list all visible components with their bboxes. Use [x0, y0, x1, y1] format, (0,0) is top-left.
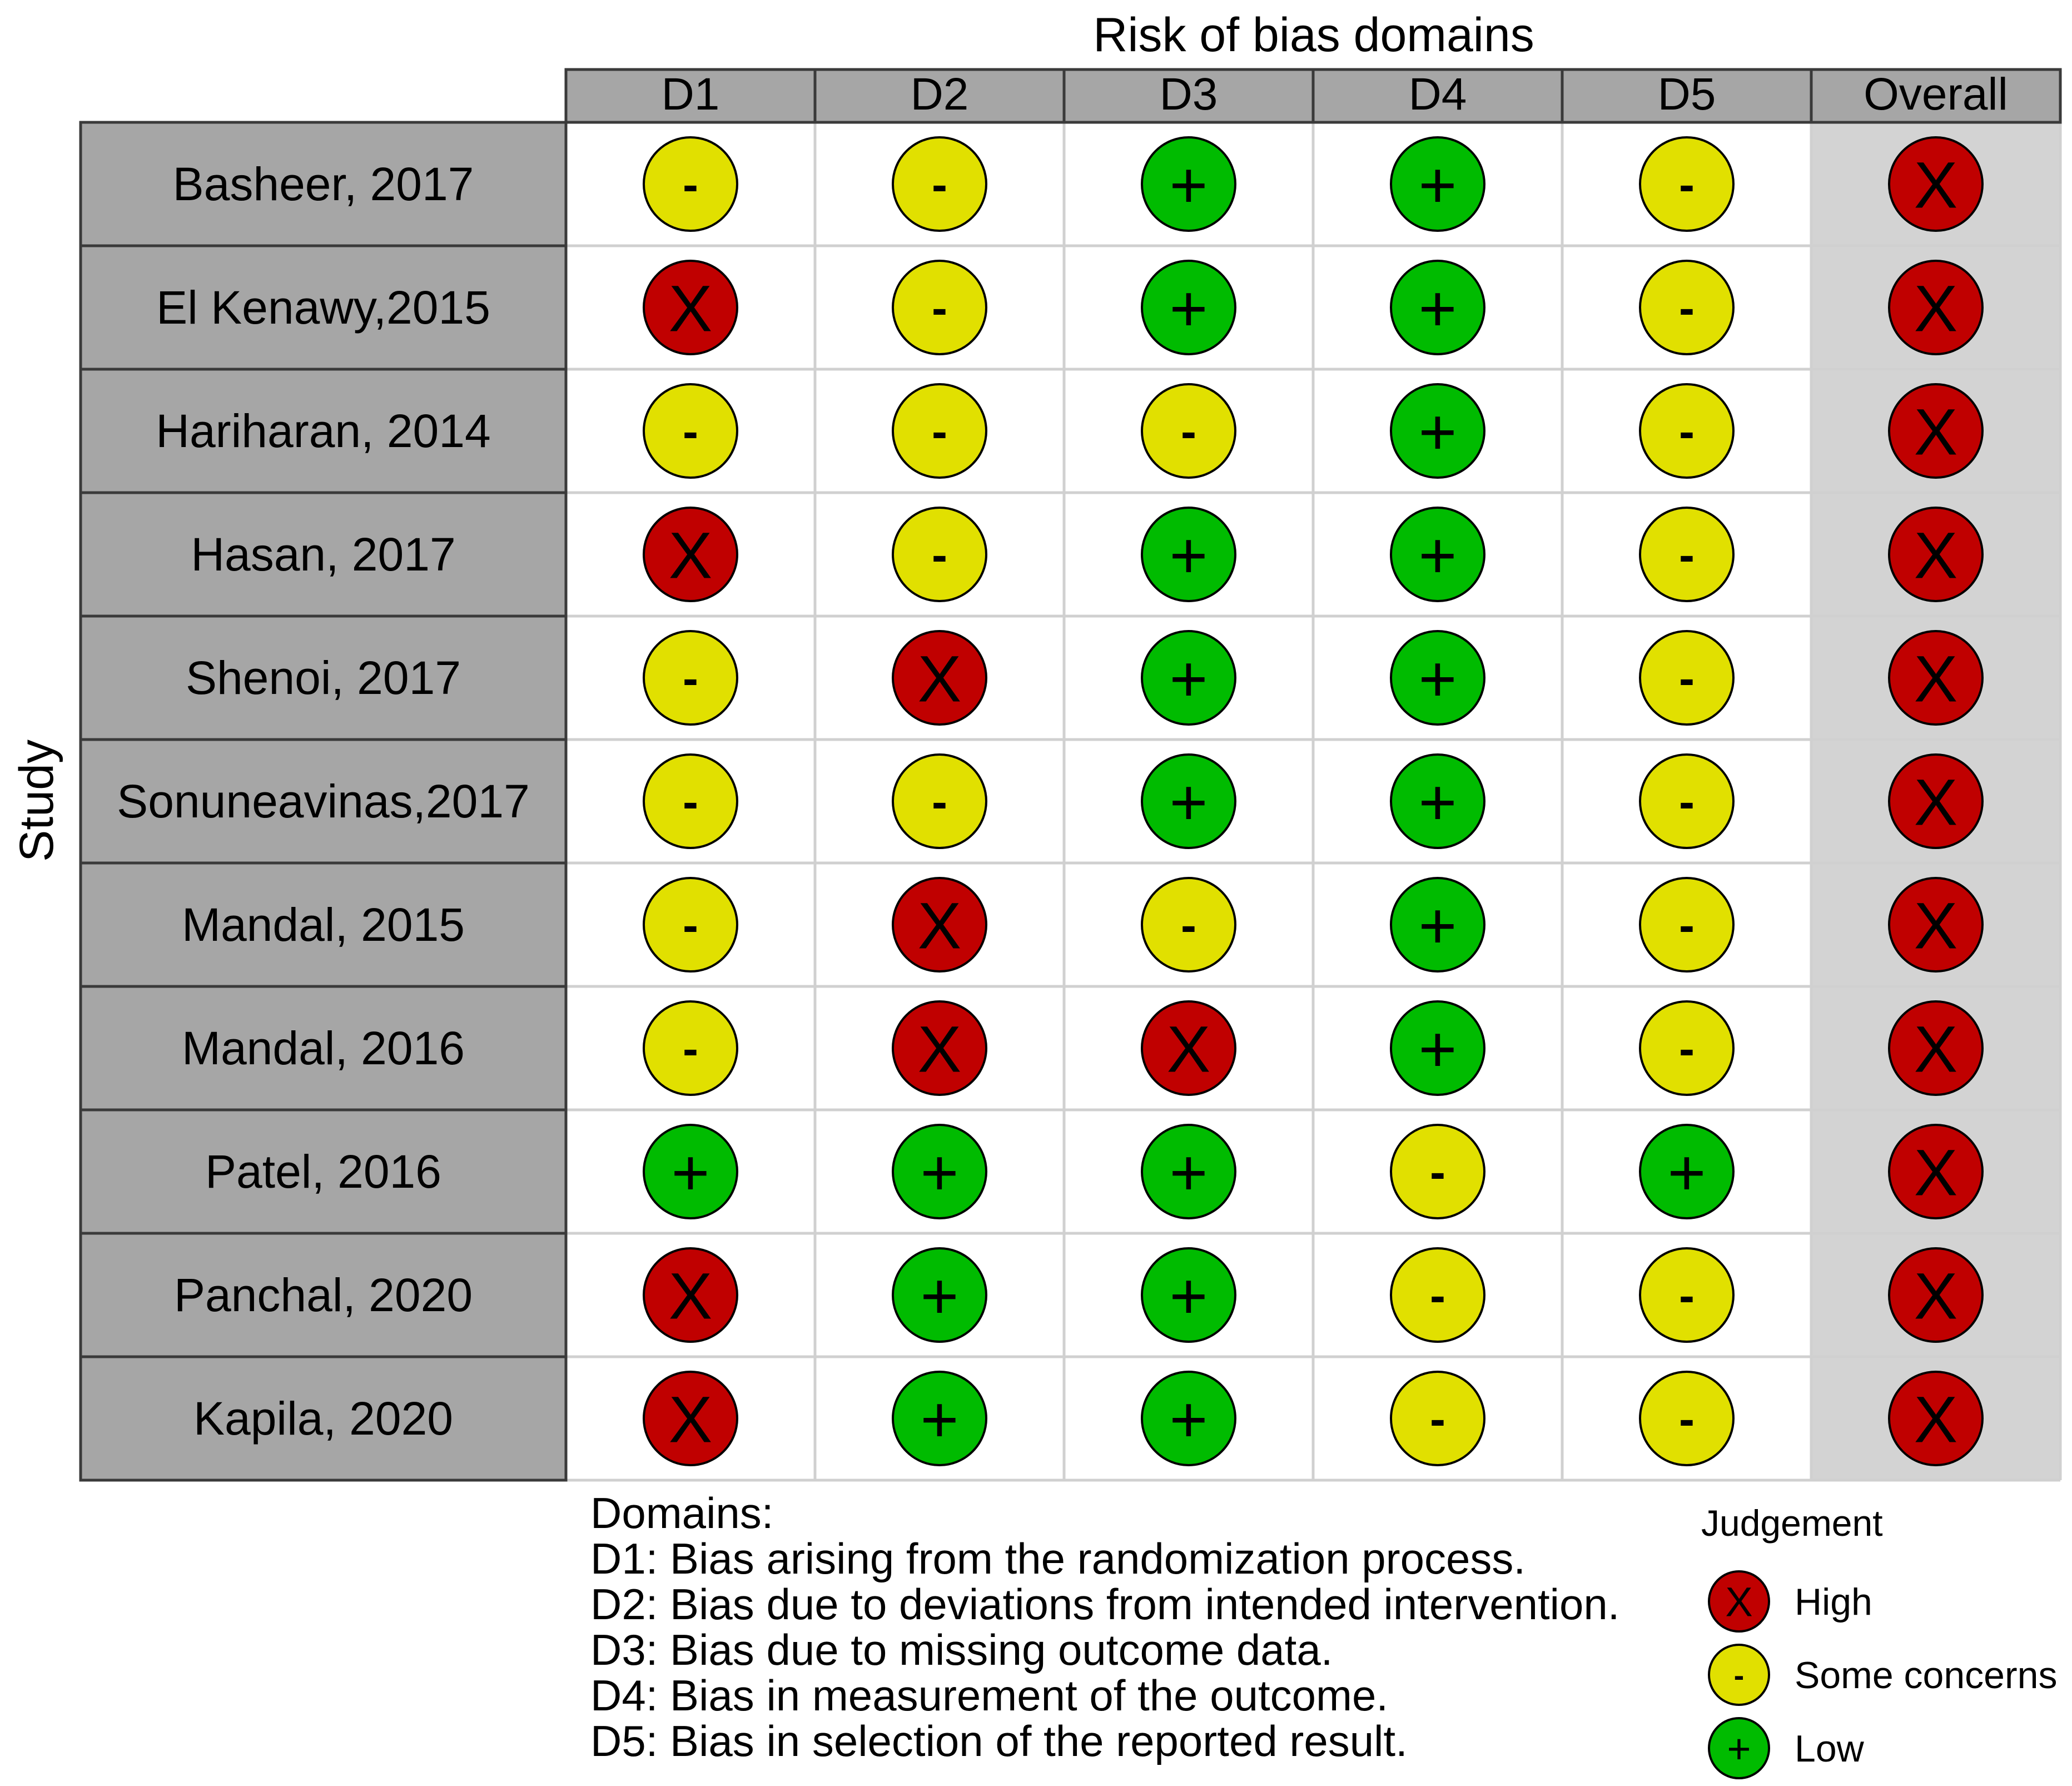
judgement-symbol-high: X [668, 1383, 713, 1457]
judgement-symbol-high: X [1914, 1259, 1958, 1333]
judgement-symbol-low: + [671, 1136, 710, 1210]
judgement-symbol-low: + [1667, 1136, 1706, 1210]
judgement-symbol-low: + [1169, 148, 1208, 222]
judgement-symbol-low: + [1169, 519, 1208, 593]
y-axis-label: Study [10, 740, 63, 862]
study-label: El Kenawy,2015 [156, 281, 490, 334]
judgement-symbol-low: + [1418, 519, 1457, 593]
judgement-symbol-some: - [683, 405, 698, 458]
domain-header-label: D1 [661, 69, 720, 120]
domain-note-d1: D1: Bias arising from the randomization process. [590, 1534, 1526, 1583]
domain-header-label: D3 [1159, 69, 1218, 120]
judgement-symbol-high: X [917, 642, 962, 716]
judgement-symbol-high: X [917, 889, 962, 963]
legend-label-low: Low [1795, 1728, 1864, 1770]
judgement-symbol-some: - [1181, 899, 1196, 952]
judgement-symbol-low: + [1418, 272, 1457, 346]
judgement-symbol-high: X [1914, 1013, 1958, 1087]
judgement-symbol-low: + [1169, 1259, 1208, 1333]
judgement-symbol-low: + [1418, 1013, 1457, 1087]
study-label: Mandal, 2015 [181, 899, 465, 951]
judgement-symbol-low: + [920, 1259, 959, 1333]
judgement-symbol-some: - [1679, 529, 1695, 582]
study-label: Panchal, 2020 [173, 1269, 473, 1321]
study-label: Hasan, 2017 [191, 528, 456, 581]
domain-note-d3: D3: Bias due to missing outcome data. [590, 1625, 1333, 1674]
legend-label-some: Some concerns [1795, 1654, 2058, 1696]
judgement-symbol-some: - [1679, 899, 1695, 952]
study-label: Mandal, 2016 [181, 1022, 465, 1074]
study-label: Basheer, 2017 [172, 158, 474, 210]
study-label: Shenoi, 2017 [185, 652, 461, 704]
judgement-symbol-low: + [1418, 642, 1457, 716]
judgement-symbol-low: + [1727, 1725, 1751, 1772]
judgement-symbol-high: X [1914, 889, 1958, 963]
judgement-symbol-high: X [1914, 766, 1958, 840]
judgement-symbol-high: X [1166, 1013, 1211, 1087]
judgement-symbol-low: + [1169, 272, 1208, 346]
judgement-symbol-high: X [668, 1259, 713, 1333]
judgement-symbol-some: - [1679, 158, 1695, 211]
judgement-symbol-low: + [1169, 642, 1208, 716]
judgement-symbol-low: + [1169, 766, 1208, 840]
domain-header-label: D5 [1657, 69, 1716, 120]
judgement-symbol-some: - [683, 652, 698, 705]
domain-note-d4: D4: Bias in measurement of the outcome. [590, 1671, 1389, 1720]
judgement-symbol-some: - [1679, 652, 1695, 705]
judgement-symbol-low: + [1418, 395, 1457, 469]
study-label: Patel, 2016 [205, 1145, 442, 1198]
judgement-symbol-low: + [920, 1136, 959, 1210]
judgement-symbol-some: - [1679, 1393, 1695, 1446]
domain-header-row [566, 69, 2060, 122]
judgement-symbol-high: X [668, 519, 713, 593]
judgement-symbol-high: X [1725, 1579, 1753, 1625]
judgement-symbol-high: X [1914, 519, 1958, 593]
judgement-symbol-high: X [668, 272, 713, 346]
judgement-symbol-some: - [1679, 776, 1695, 828]
grid [566, 122, 2060, 1480]
study-label-column [81, 122, 566, 1480]
study-label: Sonuneavinas,2017 [117, 775, 530, 827]
judgement-symbol-high: X [1914, 1383, 1958, 1457]
judgement-symbol-some: - [683, 158, 698, 211]
domain-header-label: D2 [910, 69, 969, 120]
domain-header-label: D4 [1408, 69, 1467, 120]
domain-note-d2: D2: Bias due to deviations from intended intervention. [590, 1580, 1620, 1629]
legend-label-high: High [1795, 1581, 1872, 1623]
judgement-symbol-low: + [1169, 1136, 1208, 1210]
judgement-symbol-some: - [932, 776, 947, 828]
judgement-symbol-some: - [1430, 1269, 1445, 1322]
judgement-symbol-some: - [932, 158, 947, 211]
judgement-symbol-low: + [1418, 766, 1457, 840]
judgement-symbol-high: X [917, 1013, 962, 1087]
study-label: Kapila, 2020 [193, 1392, 454, 1445]
judgement-symbol-low: + [1418, 148, 1457, 222]
chart-title: Risk of bias domains [1093, 8, 1534, 62]
legend-title: Judgement [1701, 1502, 1883, 1544]
judgement-symbol-some: - [932, 282, 947, 335]
judgement-symbol-some: - [1679, 405, 1695, 458]
judgement-symbol-some: - [932, 529, 947, 582]
judgement-symbol-some: - [1430, 1393, 1445, 1446]
judgement-symbol-high: X [1914, 272, 1958, 346]
judgement-symbol-high: X [1914, 148, 1958, 222]
judgement-symbol-low: + [1169, 1383, 1208, 1457]
judgement-symbol-some: - [683, 899, 698, 952]
judgement-symbol-some: - [932, 405, 947, 458]
judgement-legend [1701, 1502, 2057, 1778]
domain-note-d5: D5: Bias in selection of the reported result. [590, 1716, 1408, 1765]
judgement-symbol-high: X [1914, 1136, 1958, 1210]
judgement-symbol-low: + [920, 1383, 959, 1457]
judgement-symbol-some: - [1181, 405, 1196, 458]
judgement-symbol-some: - [683, 1023, 698, 1075]
domain-notes [590, 1490, 1647, 1764]
judgement-symbol-low: + [1418, 889, 1457, 963]
judgement-symbol-some: - [1430, 1146, 1445, 1199]
study-label: Hariharan, 2014 [156, 405, 491, 457]
judgement-symbol-some: - [683, 776, 698, 828]
judgement-symbol-some: - [1733, 1658, 1745, 1693]
judgement-symbol-some: - [1679, 282, 1695, 335]
domain-header-label: Overall [1864, 69, 2008, 120]
judgement-symbol-some: - [1679, 1023, 1695, 1075]
judgement-symbol-high: X [1914, 642, 1958, 716]
judgement-symbol-high: X [1914, 395, 1958, 469]
domain-notes-heading: Domains: [590, 1489, 774, 1537]
judgement-symbol-some: - [1679, 1269, 1695, 1322]
